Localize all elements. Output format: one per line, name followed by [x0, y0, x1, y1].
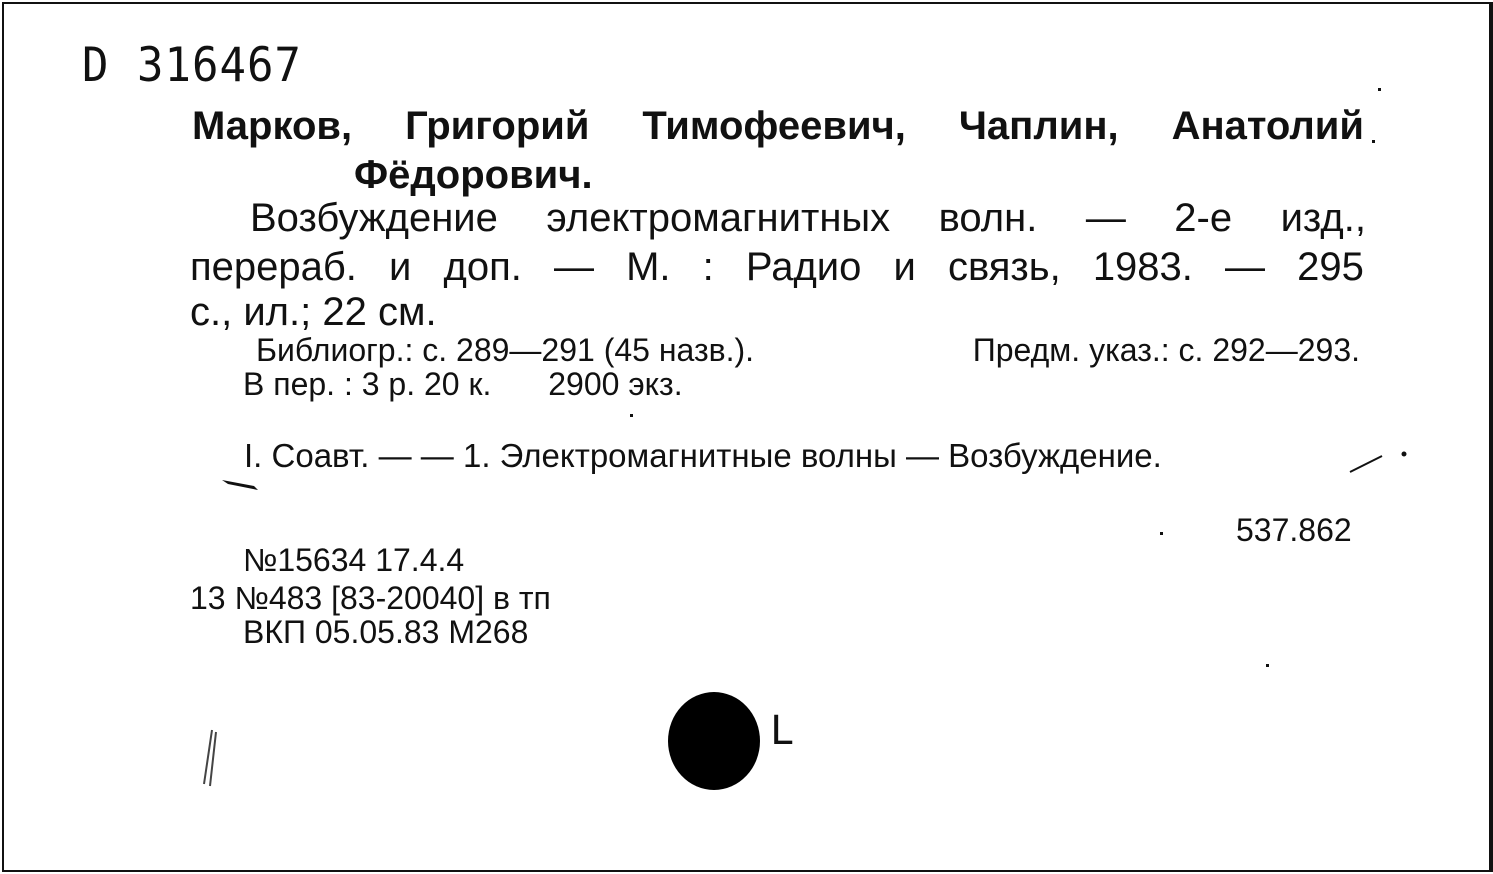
author1-given-name: Григорий [405, 104, 590, 148]
author1-surname: Марков, [192, 104, 353, 148]
imprint-word: : [702, 245, 714, 289]
authors-line [192, 104, 1364, 149]
imprint-word: 295 [1297, 245, 1364, 289]
accession-line-3: ВКП 05.05.83 М268 [243, 614, 529, 650]
imprint-word: 1983. [1092, 245, 1193, 289]
price-note: В пер. : 3 р. 20 к. [243, 366, 492, 402]
title-word: Возбуждение [250, 196, 498, 240]
title-word: 2-е [1174, 196, 1233, 240]
title-line-1 [250, 196, 1366, 241]
imprint-word: и [893, 245, 916, 289]
imprint-word: и [389, 245, 412, 289]
title-word: изд., [1280, 196, 1366, 240]
title-word: — [1085, 196, 1126, 240]
title-line-2 [190, 245, 1364, 290]
speck [1372, 140, 1375, 143]
bibliography-note: Библиогр.: с. 289—291 (45 назв.). [256, 332, 755, 368]
title-word: волн. [938, 196, 1038, 240]
imprint-word: перераб. [190, 245, 357, 289]
author2-surname: Чаплин, [958, 104, 1119, 148]
imprint-word: — [1225, 245, 1266, 289]
author1-patronymic: Тимофеевич, [642, 104, 906, 148]
speck [1160, 532, 1163, 535]
accession-line-1: №15634 17.4.4 [243, 542, 465, 578]
speck [630, 414, 633, 417]
author2-given-name: Анатолий [1171, 104, 1364, 148]
notes-line-2 [243, 366, 683, 403]
accession-line-2: 13 №483 [83-20040] в тп [190, 580, 551, 616]
tracings: I. Соавт. — — 1. Электромагнитные волны — Возбуждение. [244, 437, 1162, 474]
collation: с., ил.; 22 см. [190, 290, 437, 334]
imprint-word: связь, [947, 245, 1061, 289]
speck [1378, 88, 1381, 91]
notes-line-1 [256, 332, 1360, 369]
card-mark: L [770, 708, 795, 754]
index-note: Предм. указ.: с. 292—293. [972, 332, 1360, 368]
copies-note: 2900 экз. [548, 366, 683, 402]
imprint-word: — [553, 245, 594, 289]
imprint-word: доп. [443, 245, 522, 289]
imprint-word: Радио [745, 245, 862, 289]
author2-patronymic: Фёдорович. [354, 153, 593, 197]
punch-hole [668, 692, 760, 790]
call-number: D 316467 [82, 38, 302, 94]
speck [1266, 664, 1269, 667]
title-word: электромагнитных [546, 196, 891, 240]
pencil-stroke [1346, 446, 1416, 478]
pencil-mark [198, 726, 222, 790]
ink-mark [218, 470, 262, 496]
imprint-word: М. [626, 245, 671, 289]
classification-number: 537.862 [1236, 512, 1352, 548]
